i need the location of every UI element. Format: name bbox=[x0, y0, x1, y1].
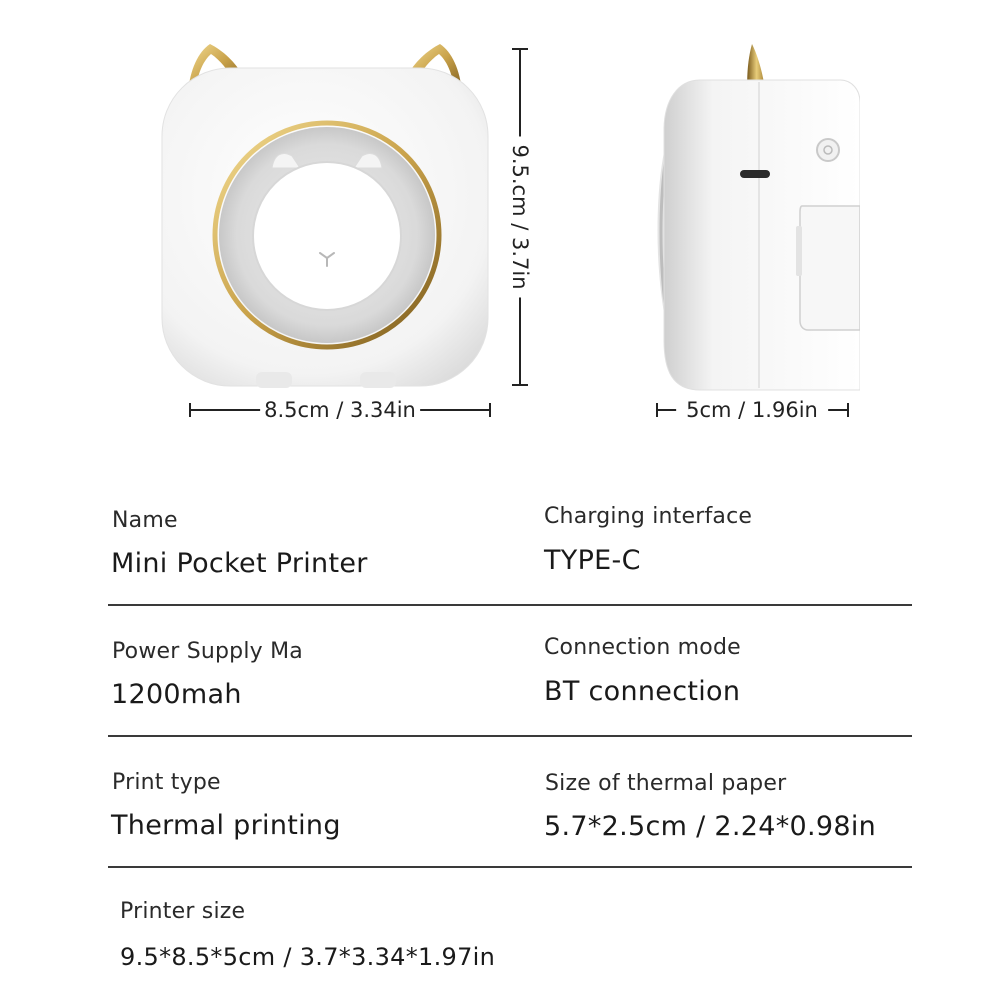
print-type-label: Print type bbox=[112, 770, 221, 795]
thermal-paper-size-label: Size of thermal paper bbox=[545, 771, 787, 796]
printer-front-image bbox=[150, 30, 500, 400]
row-divider-3 bbox=[108, 866, 912, 868]
power-supply-value: 1200mah bbox=[111, 679, 242, 710]
height-dimension-label: 9.5.cm / 3.7in bbox=[508, 136, 532, 297]
row-divider-2 bbox=[108, 735, 912, 737]
thermal-paper-size-value: 5.7*2.5cm / 2.24*0.98in bbox=[544, 811, 877, 842]
charging-interface-value: TYPE-C bbox=[544, 545, 641, 576]
connection-mode-label: Connection mode bbox=[544, 635, 741, 660]
power-supply-label: Power Supply Ma bbox=[112, 639, 303, 664]
name-label: Name bbox=[112, 508, 178, 533]
printer-size-value: 9.5*8.5*5cm / 3.7*3.34*1.97in bbox=[120, 943, 496, 971]
row-divider-1 bbox=[108, 604, 912, 606]
height-dimension-bottom-cap bbox=[512, 384, 528, 386]
depth-dimension-right-cap bbox=[847, 403, 849, 417]
width-dimension-label: 8.5cm / 3.34in bbox=[260, 398, 420, 422]
printer-size-label: Printer size bbox=[120, 899, 246, 924]
connection-mode-value: BT connection bbox=[544, 676, 741, 707]
print-type-value: Thermal printing bbox=[111, 810, 341, 841]
depth-dimension-label: 5cm / 1.96in bbox=[676, 398, 828, 422]
width-dimension-right-cap bbox=[489, 403, 491, 417]
charging-interface-label: Charging interface bbox=[544, 504, 753, 529]
printer-side-image bbox=[630, 30, 860, 400]
name-value: Mini Pocket Printer bbox=[111, 548, 368, 579]
